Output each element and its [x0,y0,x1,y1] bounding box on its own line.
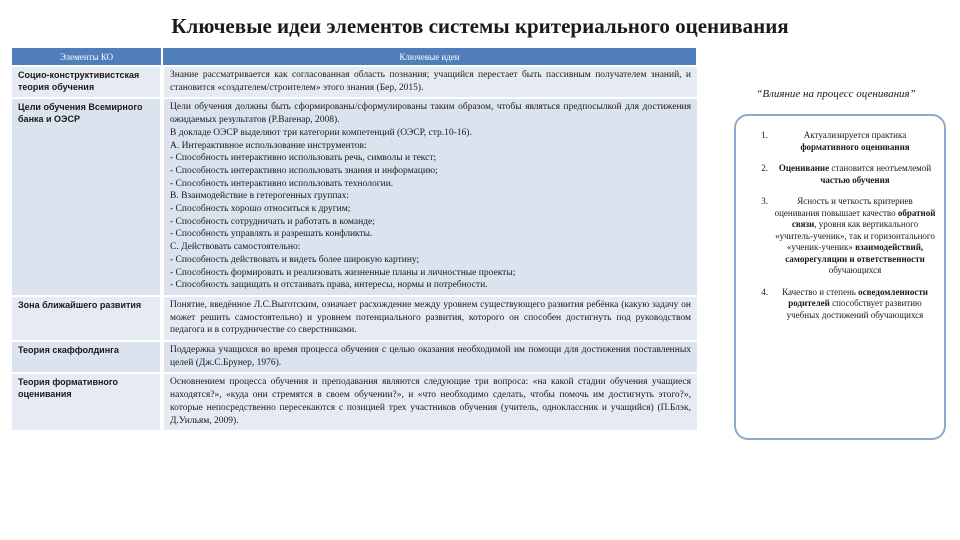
key-idea-cell [162,296,697,341]
element-cell: Цели обучения Всемирного банка и ОЭСР [12,98,162,296]
plain-text: Актуализируется практика [803,130,907,140]
key-idea-cell [162,373,697,430]
element-cell: Теория формативного оценивания [12,373,162,430]
key-idea-line: - Способность интерактивно использовать технологии. [170,178,394,189]
influence-item-text [774,287,936,322]
element-cell: Социо-конструктивистская теория обучения [12,66,162,98]
key-idea-line: В. Взаимодействие в гетерогенных группах: [170,191,350,202]
element-cell: Зона ближайшего развития [12,296,162,341]
influence-item [742,163,936,186]
key-idea-line: В докладе ОЭСР выделяют три категории компетенций (ОЭСР, стр.10-16). [170,127,472,138]
key-idea-cell [162,66,697,98]
influence-list [734,114,946,440]
table-row [12,341,697,373]
key-ideas-table [12,48,698,430]
influence-item [742,196,936,277]
page-title: Ключевые идеи элементов системы критериального оценивания [171,14,789,38]
emphasis-text: взаимодействий, саморегуляции и ответственности [785,242,925,264]
key-idea-line: Поддержка учащихся во время процесса обучения с целью оказания необходимой им помощи для достижения поставленных целей (Дж.С.Брунер, 1976). [170,345,691,368]
influence-heading: “Влияние на процесс оценивания” [756,88,916,100]
plain-text: Качество и степень [782,286,859,297]
emphasis-text: обратной связи [791,207,936,229]
key-idea-line: - Способность сотрудничать и работать в команде; [170,216,375,227]
header-key-ideas: Ключевые идеи [162,48,697,66]
influence-item-number: 2. [761,163,768,173]
emphasis-text: Оценивание [778,163,830,173]
table-row [12,373,697,430]
key-idea-line: - Способность формировать и реализовать жизненные планы и личностные проекты; [170,267,516,278]
key-idea-cell [162,98,697,296]
influence-item [742,130,936,153]
key-idea-line: - Способность интерактивно использовать речь, символы и текст; [170,153,437,164]
key-idea-line: Понятие, введённое Л.С.Выготским, означает расхождение между уровнем существующего развития ребёнка (какую задачу он может решить самостоятельно) и уровнем потенциального развития, которого он способен достигнуть под руководством педагога и в сотрудничестве со сверстниками. [170,299,691,336]
table-row [12,296,697,341]
emphasis-text: формативного оценивания [800,141,910,152]
key-idea-line: А. Интерактивное использование инструментов: [170,140,367,151]
key-idea-line: - Способность защищать и отстаивать права, интересы, нормы и потребности. [170,280,488,291]
plain-text: обучающихся [828,265,882,275]
plain-text: Ясность и четкость критериев оценивания повышает качество [774,196,913,218]
element-cell: Теория скаффолдинга [12,341,162,373]
header-elements: Элементы КО [12,48,162,66]
key-idea-line: С. Действовать самостоятельно: [170,242,301,253]
plain-text: становится неотъемлемой [829,163,932,173]
key-idea-line: - Способность действовать и видеть более широкую картину; [170,254,420,265]
plain-text: , уровня как вертикального «учитель-ученик», так и горизонтального «ученик-ученик» [775,219,935,252]
influence-item-text [774,130,936,153]
table-row [12,66,697,98]
influence-item-number: 3. [761,196,768,206]
emphasis-text: осведомленности родителей [788,286,928,308]
key-idea-cell [162,341,697,373]
influence-item-text [774,163,936,186]
plain-text: способствует развитию учебных достижений обучающихся [786,298,924,320]
key-idea-line: - Способность хорошо относиться к другим; [170,204,351,215]
table-row [12,98,697,296]
key-idea-line: Цели обучения должны быть сформированы/сформулированы таким образом, чтобы являться предпосылкой для достижения ожидаемых результатов (P.Bareнap, 2008). [170,102,691,126]
emphasis-text: частью обучения [820,174,890,185]
influence-item [742,287,936,322]
influence-item-number: 1. [761,130,768,140]
key-idea-line: Знание рассматривается как согласованная область познания; учащийся перестает быть пассивным получателем знаний, и становится «создателем/строителем» этого знания (Бер, 2015). [170,70,691,93]
key-idea-line: - Способность интерактивно использовать знания и информацию; [170,165,438,176]
key-idea-line: Основнением процесса обучения и преподавания являются следующие три вопроса: «на какой стадии обучения учащиеся находятся?», «куда они стремятся в своем обучении?», и «что необходимо сделать, чтобы помочь им достигнуть этого?», которые непосредственно пересекаются с позицией трех участников обучения (учитель, одноклассник и учащийся) (П.Блэк, Д.Уильям, 2009). [170,377,691,426]
influence-item-text [774,196,936,277]
table-header-row [12,48,697,66]
key-idea-line: - Способность управлять и разрешать конфликты. [170,229,373,240]
influence-item-number: 4. [761,286,768,297]
